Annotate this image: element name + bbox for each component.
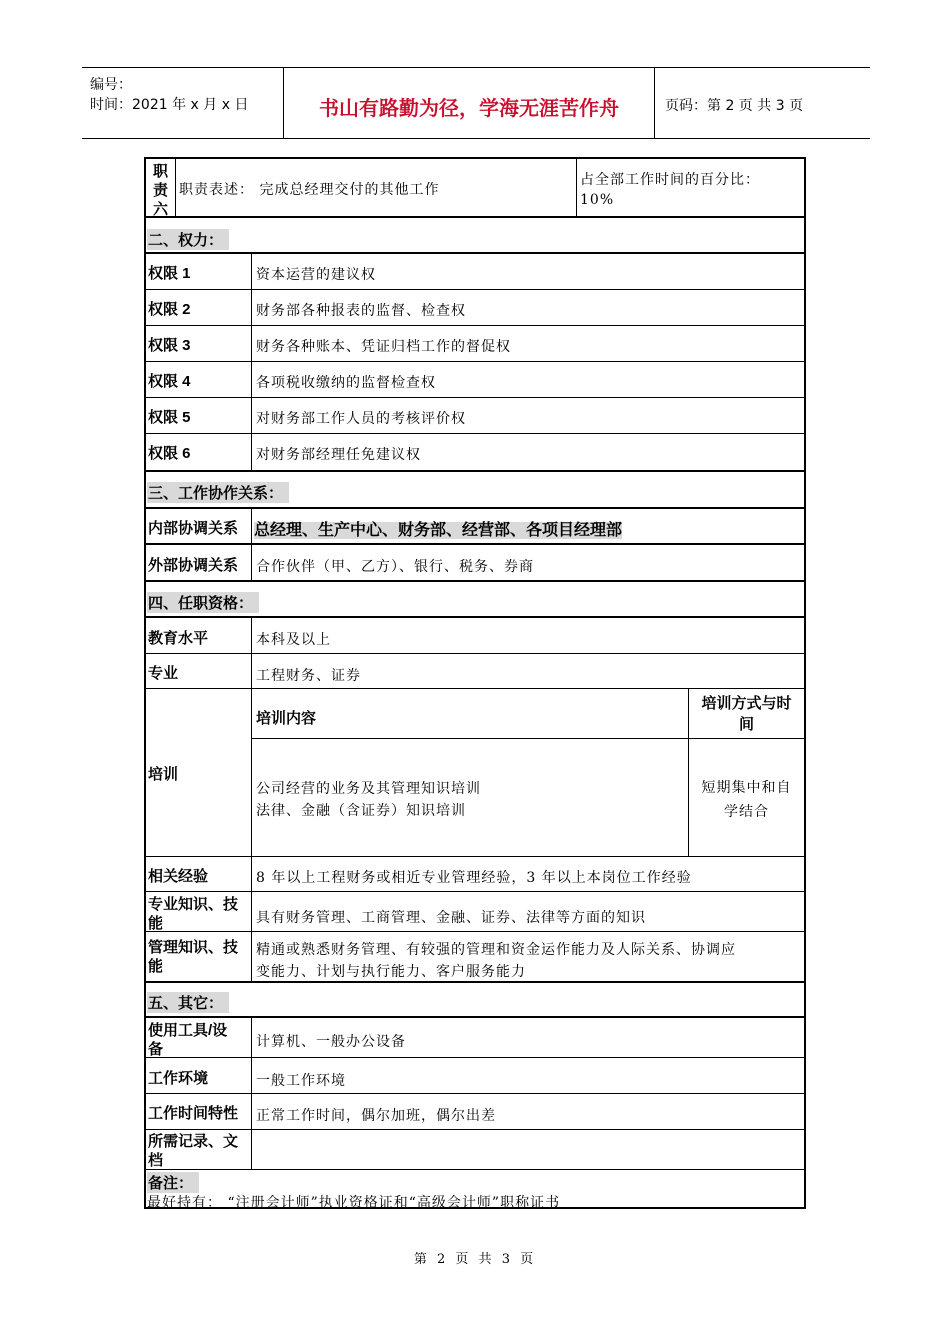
- page-header: [82, 67, 870, 139]
- rights-row: [146, 290, 804, 326]
- right-value: 财务各种账本、凭证归档工作的督促权: [251, 326, 804, 361]
- mgmt-skill-value-line1: 精通或熟悉财务管理、有较强的管理和资金运作能力及人际关系、协调应: [256, 942, 736, 958]
- education-row: [146, 618, 804, 654]
- training-method: [688, 738, 804, 856]
- header-motto: 书山有路勤为径，学海无涯苦作舟: [319, 96, 619, 120]
- tools-label-line1: 使用工具/设: [148, 1022, 228, 1039]
- duty-six-label: 职责六: [152, 163, 168, 218]
- rights-row: [146, 434, 804, 472]
- training-method-header-line2: 间: [738, 716, 754, 733]
- tools-value: 计算机、一般办公设备: [251, 1018, 804, 1057]
- section-rights-title: 二、权力：: [147, 229, 229, 250]
- percent-value: 10%: [580, 192, 615, 208]
- major-value: 工程财务、证券: [251, 654, 804, 688]
- mgmt-skill-row: [146, 932, 804, 983]
- rights-row: [146, 398, 804, 434]
- header-meta: [82, 68, 282, 138]
- header-page-number: 页码：第 2 页 共 3 页: [665, 98, 804, 114]
- right-label: 权限 4: [148, 373, 191, 390]
- pro-skill-label-line1: 专业知识、技: [148, 896, 239, 913]
- job-description-table: [144, 157, 806, 1209]
- internal-coordination-row: [146, 509, 804, 545]
- section-rights-header: [146, 218, 804, 254]
- training-method-header-line1: 培训方式与时: [701, 695, 792, 712]
- external-coordination-row: [146, 545, 804, 582]
- right-label: 权限 1: [148, 265, 191, 282]
- notes-title: 备注：: [147, 1172, 199, 1193]
- education-value: 本科及以上: [251, 618, 804, 653]
- page-footer: 第 2 页 共 3 页: [413, 1252, 537, 1267]
- right-value: 财务部各种报表的监督、检查权: [251, 290, 804, 325]
- rights-row: [146, 362, 804, 398]
- doc-number-label: 编号：: [90, 77, 132, 93]
- pro-skill-row: [146, 892, 804, 932]
- training-content: [256, 778, 481, 822]
- training-row: [146, 689, 804, 857]
- section-cooperation-header: [146, 472, 804, 509]
- internal-coordination-label: 内部协调关系: [148, 520, 239, 537]
- right-label: 权限 6: [148, 445, 191, 462]
- major-row: [146, 654, 804, 689]
- environment-value: 一般工作环境: [251, 1058, 804, 1093]
- mgmt-skill-label-line1: 管理知识、技: [148, 939, 239, 956]
- work-time-value: 正常工作时间，偶尔加班，偶尔出差: [251, 1094, 804, 1129]
- training-method-line2: 学结合: [724, 804, 769, 820]
- right-label: 权限 5: [148, 409, 191, 426]
- mgmt-skill-value-line2: 变能力、计划与执行能力、客户服务能力: [256, 964, 526, 980]
- mgmt-skill-label: [146, 932, 251, 981]
- environment-row: [146, 1058, 804, 1094]
- duty-six-percent: [576, 159, 804, 216]
- notes-text: 最好持有： “注册会计师”执业资格证和“高级会计师”职称证书: [147, 1195, 561, 1211]
- mgmt-skill-label-line2: 能: [148, 958, 164, 975]
- notes-block: [146, 1170, 804, 1211]
- external-coordination-label: 外部协调关系: [148, 557, 239, 574]
- tools-label-line2: 备: [148, 1041, 164, 1058]
- section-qualification-header: [146, 582, 804, 618]
- right-value: 各项税收缴纳的监督检查权: [251, 362, 804, 397]
- environment-label: 工作环境: [148, 1070, 209, 1087]
- right-value: 对财务部经理任免建议权: [251, 434, 804, 470]
- training-content-header: 培训内容: [256, 710, 317, 727]
- experience-label: 相关经验: [148, 868, 209, 885]
- duty-six-description: 职责表述： 完成总经理交付的其他工作: [175, 159, 576, 216]
- header-motto-cell: [283, 68, 655, 138]
- percent-label: 占全部工作时间的百分比：: [580, 172, 760, 188]
- training-method-header: [688, 689, 804, 738]
- duty-six-row: [146, 159, 804, 218]
- experience-row: [146, 857, 804, 892]
- training-method-line1: 短期集中和自: [701, 780, 792, 796]
- education-label: 教育水平: [148, 630, 209, 647]
- pro-skill-label-line2: 能: [148, 915, 164, 932]
- training-body-row: [252, 738, 804, 856]
- right-label: 权限 3: [148, 337, 191, 354]
- records-value: [251, 1130, 804, 1169]
- training-header-row: [252, 689, 804, 739]
- internal-coordination-value: 总经理、生产中心、财务部、经营部、各项目经理部: [254, 522, 623, 539]
- records-row: [146, 1130, 804, 1170]
- pro-skill-value: 具有财务管理、工商管理、金融、证券、法律等方面的知识: [251, 892, 804, 931]
- training-content-item: 公司经营的业务及其管理知识培训: [256, 781, 481, 797]
- training-content-item: 法律、金融（含证券）知识培训: [256, 803, 466, 819]
- tools-label: [146, 1018, 251, 1057]
- section-other-header: [146, 983, 804, 1018]
- work-time-label: 工作时间特性: [148, 1105, 239, 1122]
- right-label: 权限 2: [148, 301, 191, 318]
- internal-coordination-cell: [251, 509, 804, 543]
- records-label-line1: 所需记录、文: [148, 1133, 239, 1150]
- pro-skill-label: [146, 892, 251, 931]
- tools-row: [146, 1018, 804, 1058]
- external-coordination-value: 合作伙伴（甲、乙方）、银行、税务、券商: [251, 545, 804, 580]
- mgmt-skill-value: [251, 932, 804, 981]
- rights-row: [146, 326, 804, 362]
- right-value: 对财务部工作人员的考核评价权: [251, 398, 804, 433]
- doc-time-label: 时间：2021 年 x 月 x 日: [90, 97, 249, 113]
- work-time-row: [146, 1094, 804, 1130]
- section-qualification-title: 四、任职资格：: [147, 592, 259, 613]
- experience-value: 8 年以上工程财务或相近专业管理经验，3 年以上本岗位工作经验: [251, 857, 804, 891]
- header-page-cell: [655, 68, 870, 138]
- section-other-title: 五、其它：: [147, 992, 229, 1013]
- rights-row: [146, 254, 804, 290]
- records-label-line2: 档: [148, 1152, 164, 1169]
- records-label: [146, 1130, 251, 1169]
- major-label: 专业: [148, 665, 179, 682]
- training-inner: [251, 689, 804, 856]
- right-value: 资本运营的建议权: [251, 254, 804, 289]
- section-cooperation-title: 三、工作协作关系：: [147, 482, 289, 503]
- training-label: 培训: [148, 766, 179, 783]
